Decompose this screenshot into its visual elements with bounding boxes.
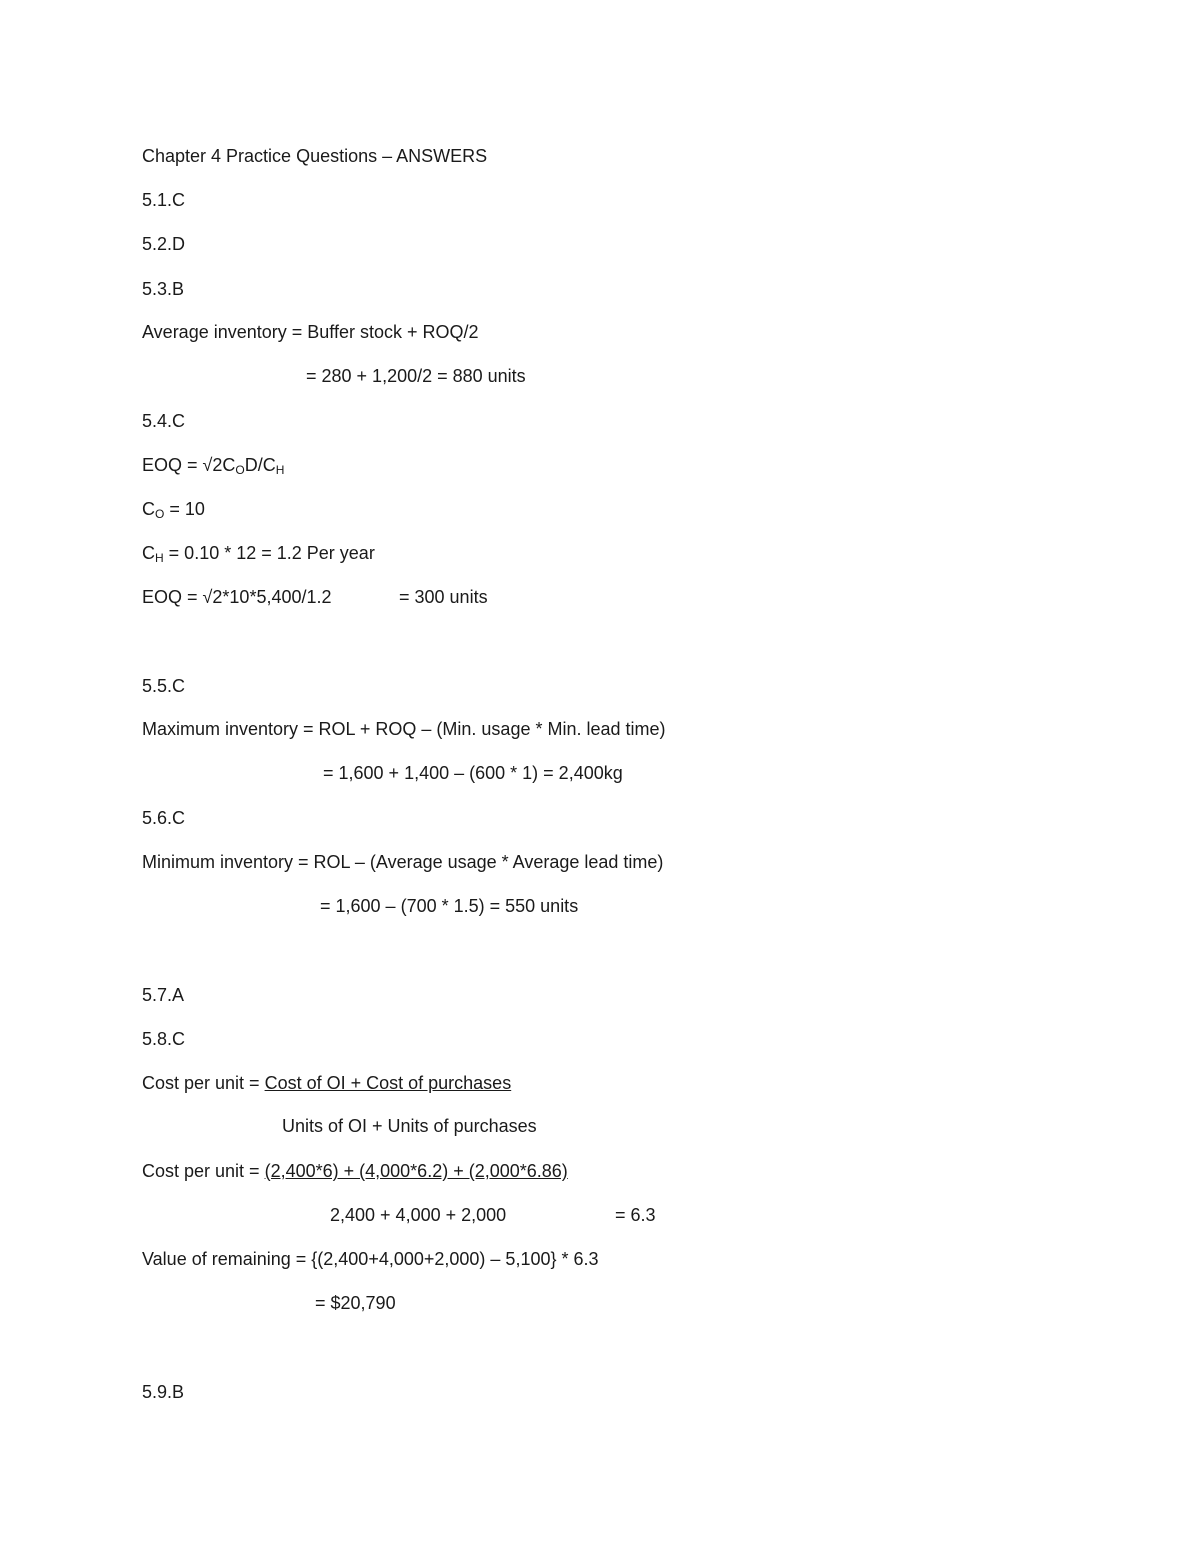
eoq-formula-prefix: EOQ = √2C [142,455,236,475]
cpu-numerator: Cost of OI + Cost of purchases [264,1073,512,1093]
cpu-denominator: Units of OI + Units of purchases [282,1116,537,1136]
cpu-label: Cost per unit = [142,1073,265,1093]
answer-5-7: 5.7.A [142,985,185,1005]
answer-5-6: 5.6.C [142,808,186,828]
avg-inventory-formula: Average inventory = Buffer stock + ROQ/2 [142,322,479,342]
cpu2-numerator: (2,400*6) + (4,000*6.2) + (2,000*6.86) [264,1161,568,1181]
eoq-formula [142,454,284,476]
co-sub: O [155,507,165,521]
co-value: = 10 [164,499,205,519]
max-inventory-formula: Maximum inventory = ROL + ROQ – (Min. usage * Min. lead time) [142,719,666,739]
ch-label: C [142,543,155,563]
eoq-calc: EOQ = √2*10*5,400/1.2 [142,587,332,607]
eoq-sub-h: H [275,463,285,477]
answer-5-9: 5.9.B [142,1382,185,1402]
answer-5-3: 5.3.B [142,279,185,299]
co-label: C [142,499,155,519]
answer-5-5: 5.5.C [142,676,186,696]
cpu2-result: = 6.3 [615,1205,656,1225]
min-inventory-calc: = 1,600 – (700 * 1.5) = 550 units [320,896,579,916]
cost-per-unit-calc [142,1160,568,1182]
ch-value: = 0.10 * 12 = 1.2 Per year [163,543,375,563]
answer-5-4: 5.4.C [142,411,186,431]
document-title: Chapter 4 Practice Questions – ANSWERS [142,146,488,166]
min-inventory-formula: Minimum inventory = ROL – (Average usage * Average lead time) [142,852,664,872]
cpu2-denominator: 2,400 + 4,000 + 2,000 [330,1205,507,1225]
answer-5-2: 5.2.D [142,234,186,254]
max-inventory-calc: = 1,600 + 1,400 – (600 * 1) = 2,400kg [323,763,623,783]
answer-5-8: 5.8.C [142,1029,186,1049]
avg-inventory-calc: = 280 + 1,200/2 = 880 units [306,366,526,386]
eoq-formula-mid: D/C [244,455,276,475]
cost-per-unit-formula [142,1072,511,1094]
remaining-value-formula: Value of remaining = {(2,400+4,000+2,000) – 5,100} * 6.3 [142,1249,599,1269]
answer-5-1: 5.1.C [142,190,186,210]
ch-sub: H [155,551,164,565]
co-line [142,498,205,520]
remaining-value-result: = $20,790 [315,1293,396,1313]
eoq-sub-o: O [235,463,245,477]
cpu2-label: Cost per unit = [142,1161,265,1181]
eoq-result: = 300 units [399,587,488,607]
ch-line [142,542,375,564]
